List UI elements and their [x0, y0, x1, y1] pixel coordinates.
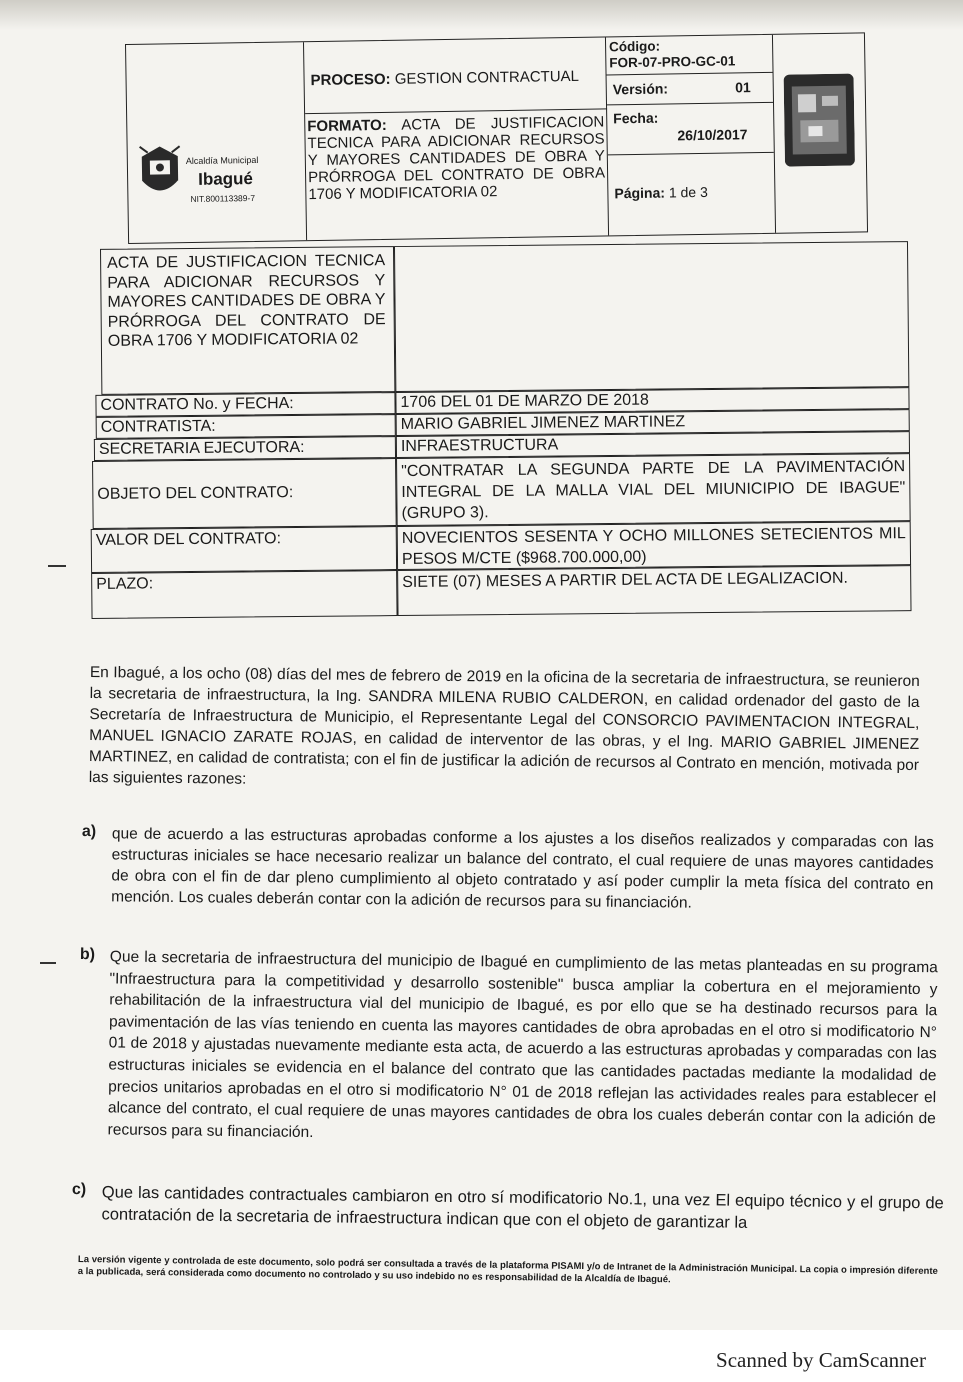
- formato-cell: [305, 109, 609, 240]
- coat-of-arms-icon: [138, 142, 183, 203]
- proceso-label: PROCESO:: [310, 70, 391, 90]
- row-contrato-label: CONTRATO No. y FECHA:: [95, 392, 395, 417]
- item-c-text: Que las cantidades contractuales cambiaron en otro sí modificatorio No.1, una vez El equipo técnico y el grupo de contratación de la secretaria de infraestructura indican que con el objeto de garantizar la: [101, 1183, 944, 1232]
- row-plazo-label: PLAZO:: [91, 570, 397, 619]
- row-objeto-value: "CONTRATAR LA SEGUNDA PARTE DE LA PAVIMENTACIÓN INTEGRAL DE LA MALLA VIAL DEL MIUNICIPIO DE IBAGUE" (GRUPO 3).: [396, 453, 911, 526]
- version-value: 01: [735, 79, 751, 96]
- item-a-label: a): [81, 823, 97, 841]
- row-objeto-label: OBJETO DEL CONTRATO:: [92, 458, 397, 529]
- item-a: [81, 823, 934, 916]
- margin-mark: [48, 565, 66, 567]
- item-b-text: Que la secretaria de infraestructura del municipio de Ibagué en cumplimiento de las metas planteadas en su programa "Infraestructura para la competitividad y desarrollo sostenible" busca ampliar la cobertura en el mejoramiento y rehabilitación de la infraestructura vial del municipio de Ibagué, es por ello que se ha destinado recursos para la pavimentación de las vías teniendo en cuenta las mayores cantidades de obra aprobadas en el otro si modificatorio N° 01 de 2018 y ajustadas nuevamente mediante esta acta, de acuerdo a las estructuras aprobadas y comparadas con las estructuras iniciales se evidencia en el balance del contrato que las cantidades pactadas mediante la modalidad de precios unitarios aprobadas en el otro si modificatorio N° 01 de 2018 reflejan las actividades reales para establecer el alcance del contrato, el cual requiere de unas mayores cantidades de obra los cuales deberán contar con la adición de recursos para su financiación.: [107, 948, 938, 1141]
- info-title-cell: [100, 246, 395, 395]
- row-plazo-value: SIETE (07) MESES A PARTIR DEL ACTA DE LEGALIZACION.: [397, 565, 911, 616]
- item-c: [71, 1181, 944, 1236]
- logo-text-ibague: Ibagué: [197, 169, 254, 189]
- body-text: [89, 662, 920, 797]
- stamp-area: [772, 33, 867, 232]
- proceso-cell: [304, 37, 607, 114]
- fecha-label: Fecha:: [613, 109, 659, 127]
- scanner-watermark: Scanned by CamScanner: [716, 1348, 926, 1372]
- qr-stamp-icon: [784, 74, 855, 167]
- codigo-value: FOR-07-PRO-GC-01: [609, 53, 736, 71]
- item-b-label: b): [79, 946, 96, 964]
- row-valor-label: VALOR DEL CONTRATO:: [91, 526, 397, 573]
- intro-paragraph: En Ibagué, a los ocho (08) días del mes de febrero de 2019 en la oficina de la secretaria de infraestructura, se reunieron la secretaria de infraestructura, la Ing. SANDRA MILENA RUBIO CALDERON, en calidad ordenador del gasto de la Secretaría de Infraestructura de Municipio, el Representante Legal del CONSORCIO PAVIMENTACION INTEGRAL, MANUEL IGNACIO ZARATE ROJAS, en calidad de interventor de las obras, y el Ing. MARIO GABRIEL JIMENEZ MARTINEZ, en calidad de contratista; con el fin de justificar la adición de recursos al Contrato en mención, motivada por las siguientes razones:: [88, 663, 920, 788]
- version-cell: [607, 73, 773, 106]
- row-secretaria-label: SECRETARIA EJECUTORA:: [94, 436, 396, 461]
- margin-mark: [40, 962, 56, 964]
- row-contratista-value: MARIO GABRIEL JIMENEZ MARTINEZ: [396, 409, 910, 436]
- logo-area: [126, 42, 307, 243]
- pagina-cell: [608, 153, 775, 236]
- scan-shadow: [0, 0, 963, 30]
- contract-info-table: [88, 241, 912, 619]
- formato-value: ACTA DE JUSTIFICACION TECNICA PARA ADICIONAR RECURSOS Y MAYORES CANTIDADES DE OBRA Y PRÓRROGA DEL CONTRATO DE OBRA 1706 Y MODIFICATORIA 02: [307, 113, 606, 204]
- item-c-label: c): [71, 1181, 87, 1199]
- row-secretaria-value: INFRAESTRUCTURA: [396, 431, 910, 458]
- document-footer: La versión vigente y controlada de este documento, solo podrá ser consultada a través de la plataforma PISAMI y/o de Intranet de la Administración Municipal. La copia o impresión diferente a la publicada, será considerada como documento no controlado y su uso indebido no es responsabilidad de la Alcaldía de Ibagué.: [77, 1254, 938, 1286]
- codigo-cell: [606, 35, 773, 76]
- proceso-value: GESTION CONTRACTUAL: [394, 67, 580, 88]
- pagina-label: Página:: [614, 184, 666, 202]
- logo-text-municipal: Alcaldía Municipal: [185, 154, 259, 167]
- pagina-value: 1 de 3: [668, 183, 708, 201]
- info-title-blank-cell: [394, 241, 909, 392]
- item-b: [77, 946, 937, 1152]
- version-label: Versión:: [612, 80, 669, 98]
- formato-label: FORMATO:: [307, 116, 387, 136]
- codigo-label: Código:: [608, 38, 661, 55]
- fecha-cell: [607, 103, 774, 156]
- info-title: ACTA DE JUSTIFICACION TECNICA PARA ADICIONAR RECURSOS Y MAYORES CANTIDADES DE OBRA Y PRÓRROGA DEL CONTRATO DE OBRA 1706 Y MODIFICATORIA 02: [107, 252, 386, 350]
- fecha-value: 26/10/2017: [677, 126, 748, 144]
- item-a-text: que de acuerdo a las estructuras aprobadas conforme a los ajustes a los diseños realizados y comparadas con las estructuras iniciales se hace necesario realizar un balance del contrato, el cual requiere de unas mayores cantidades de obra con el fin de dar pleno cumplimiento al objeto contratado y así poder cumplir la meta física del contrato en mención. Los cuales deberán contar con la adición de recursos para su financiación.: [111, 825, 934, 912]
- row-contratista-label: CONTRATISTA:: [96, 414, 396, 439]
- row-valor-value: NOVECIENTOS SESENTA Y OCHO MILLONES SETECIENTOS MIL PESOS M/CTE ($968.700.000,00): [397, 521, 911, 570]
- logo-text-nit: NIT.800113389-7: [190, 192, 256, 204]
- row-contrato-value: 1706 DEL 01 DE MARZO DE 2018: [395, 387, 909, 414]
- document-header: [125, 32, 868, 244]
